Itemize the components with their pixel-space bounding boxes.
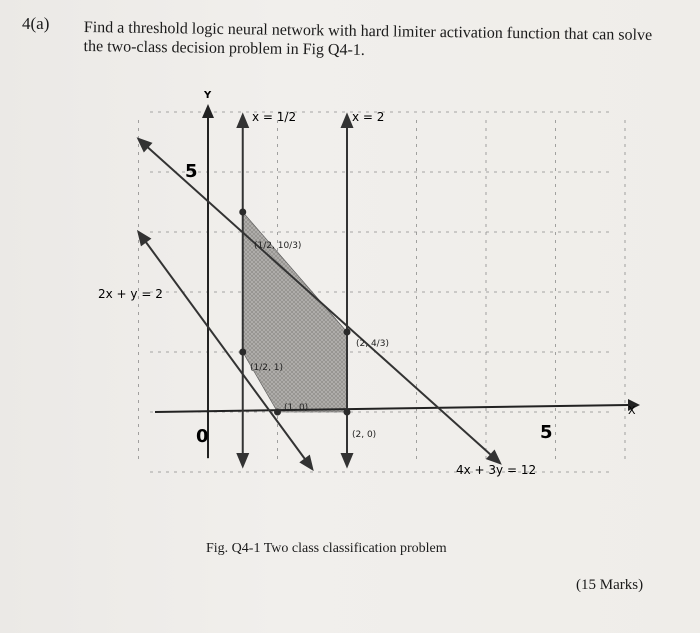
vertex-point	[239, 209, 246, 216]
vertex-label: (1, 0)	[284, 403, 309, 413]
vertex-point	[344, 329, 351, 336]
x-axis-label: X	[628, 404, 636, 417]
question-number: 4(a)	[22, 14, 50, 33]
vertex-point	[239, 349, 246, 356]
line-label-2x-y: 2x + y = 2	[98, 287, 163, 301]
vertex-label: (2, 0)	[352, 430, 377, 440]
vertex-label: (1/2, 10/3)	[254, 241, 302, 251]
arrowhead-icon	[139, 232, 150, 245]
arrowhead-icon	[342, 115, 352, 127]
boundary-line-4x-3y	[139, 139, 500, 463]
arrowhead-icon	[238, 115, 248, 127]
marks-label: (15 Marks)	[576, 577, 644, 593]
y-axis-label: Y	[204, 90, 212, 101]
vertex-label: (1/2, 1)	[250, 363, 283, 373]
line-label-x-half: x = 1/2	[252, 110, 297, 124]
y-tick-label: 5	[185, 161, 198, 182]
line-label-x-two: x = 2	[352, 110, 385, 124]
x-axis	[155, 405, 628, 412]
line-label-4x-3y: 4x + 3y = 12	[456, 463, 537, 477]
dashed-grid	[139, 112, 626, 472]
figure-caption: Fig. Q4-1 Two class classification problem	[206, 541, 447, 556]
origin-label: 0	[196, 426, 209, 447]
x-tick-label: 5	[540, 422, 553, 443]
vertex-label: (2, 4/3)	[356, 339, 389, 349]
arrowhead-icon	[301, 456, 312, 469]
arrowhead-icon	[238, 454, 248, 466]
y-axis-arrow-icon	[202, 104, 214, 118]
question-text: Find a threshold logic neural network with hard limiter activation function that can solve the two-class decision problem in Fig Q4-1.	[83, 18, 653, 59]
arrowhead-icon	[342, 454, 352, 466]
vertex-point	[344, 409, 351, 416]
vertex-point	[274, 409, 281, 416]
